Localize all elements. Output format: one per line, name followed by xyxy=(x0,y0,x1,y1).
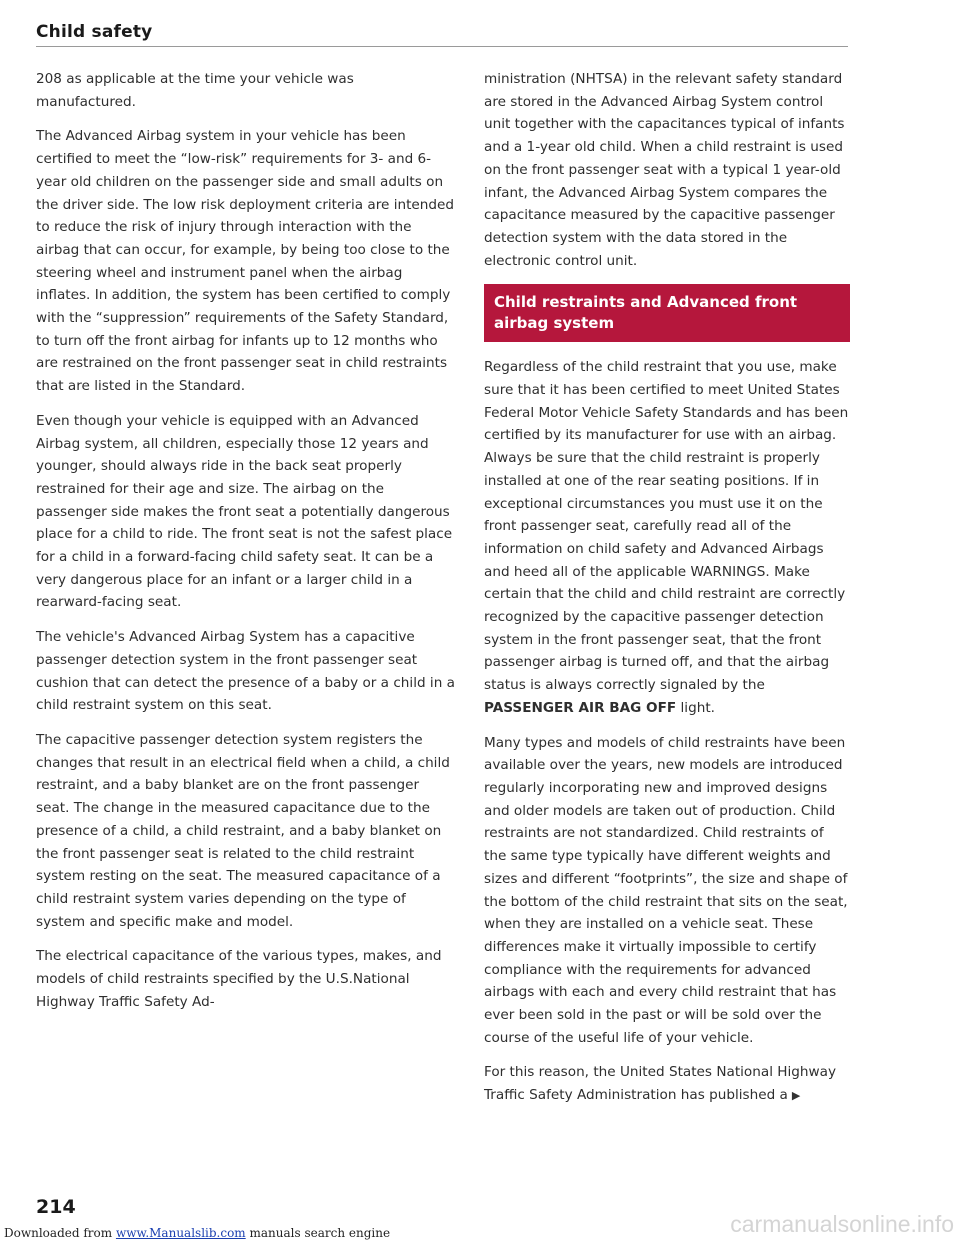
paragraph-text: light. xyxy=(676,699,715,716)
paragraph xyxy=(484,356,850,719)
paragraph: The Advanced Airbag system in your vehicle has been certified to meet the “low-risk” requirements for 3- and 6-year old children on the passenger side and small adults on the driver side. The low risk deployment criteria are intended to reduce the risk of injury through interaction with the airbag that can occur, for example, by being too close to the steering wheel and instrument panel when the airbag inflates. In addition, the system has been certified to comply with the “suppression” requirements of the Safety Standard, to turn off the front airbag for infants up to 12 months who are restrained on the front passenger seat in child restraints that are listed in the Standard. xyxy=(36,128,455,395)
paragraph-text: Regardless of the child restraint that you use, make sure that it has been certified to meet United States Federal Motor Vehicle Safety Standards and has been certified by its manufacturer for use with an airbag. Always be sure that the child restraint is properly installed at one of the rear seating positions. If in exceptional circumstances you must use it on the front passenger seat, carefully read all of the information on child safety and Advanced Airbags and heed all of the applicable WARNINGS. Make certain that the child and child restraint are correctly recognized by the capacitive passenger detection system in the front passenger seat, that the front passenger airbag is turned off, and that the airbag status is always correctly signaled by the xyxy=(484,359,849,694)
paragraph: The vehicle's Advanced Airbag System has a capacitive passenger detection system in the front passenger seat cushion that can detect the presence of a baby or a child in a child restraint system on this seat. xyxy=(36,629,455,714)
left-column xyxy=(36,68,456,1025)
footer-prefix: Downloaded from xyxy=(4,1226,116,1240)
indicator-light-name: PASSENGER AIR BAG OFF xyxy=(484,699,677,716)
paragraph: ministration (NHTSA) in the relevant safety standard are stored in the Advanced Airbag System control unit together with the capacitances typical of infants and a 1-year old child. When a child restraint is used on the front passenger seat with a typical 1 year-old infant, the Advanced Airbag System compares the capacitance measured by the capacitive passenger detection system with the data stored in the electronic control unit. xyxy=(484,71,845,269)
play-arrow-icon: ▶ xyxy=(791,1089,801,1103)
footer xyxy=(4,1226,390,1240)
paragraph: The capacitive passenger detection system registers the changes that result in an electrical field when a child, a child restraint, and a baby blanket are on the front passenger seat. The change in the measured capacitance due to the presence of a child, a child restraint, and a baby blanket on the front passenger seat is related to the child restraint system resting on the seat. The measured capacitance of a child restraint system varies depending on the type of system and specific make and model. xyxy=(36,731,450,930)
paragraph-text: For this reason, the United States National Highway Traffic Safety Administration has published a xyxy=(484,1064,837,1104)
paragraph xyxy=(484,1061,850,1107)
paragraph: The electrical capacitance of the various types, makes, and models of child restraints specified by the U.S.National Highway Traffic Safety Ad- xyxy=(36,948,442,1010)
paragraph: Many types and models of child restraints have been available over the years, new models are introduced regularly incorporating new and improved designs and older models are taken out of production. Child restraints are not standardized. Child restraints of the same type typically have different weights and sizes and different “footprints”, the size and shape of the bottom of the child restraint that sits on the seat, when they are installed on a vehicle seat. These differences make it virtually impossible to certify compliance with the requirements for advanced airbags with each and every child restraint that has ever been sold in the past or will be sold over the course of the useful life of your vehicle. xyxy=(484,734,848,1046)
paragraph: 208 as applicable at the time your vehicle was manufactured. xyxy=(36,71,354,110)
footer-link[interactable]: www.Manualslib.com xyxy=(115,1226,246,1240)
right-column xyxy=(484,68,850,1120)
section-title: Child safety xyxy=(36,22,153,42)
footer-suffix: manuals search engine xyxy=(245,1226,391,1240)
section-subheading: Child restraints and Advanced front airbag system xyxy=(484,284,850,342)
paragraph: Even though your vehicle is equipped with an Advanced Airbag system, all children, especially those 12 years and younger, should always ride in the back seat properly restrained for their age and size. The airbag on the passenger side makes the front seat a potentially dangerous place for a child to ride. The front seat is not the safest place for a child in a forward-facing child safety seat. It can be a very dangerous place for an infant or a larger child in a rearward-facing seat. xyxy=(36,412,453,611)
page-number: 214 xyxy=(36,1196,76,1218)
header-divider xyxy=(36,46,848,47)
watermark: carmanualsonline.info xyxy=(730,1211,954,1237)
